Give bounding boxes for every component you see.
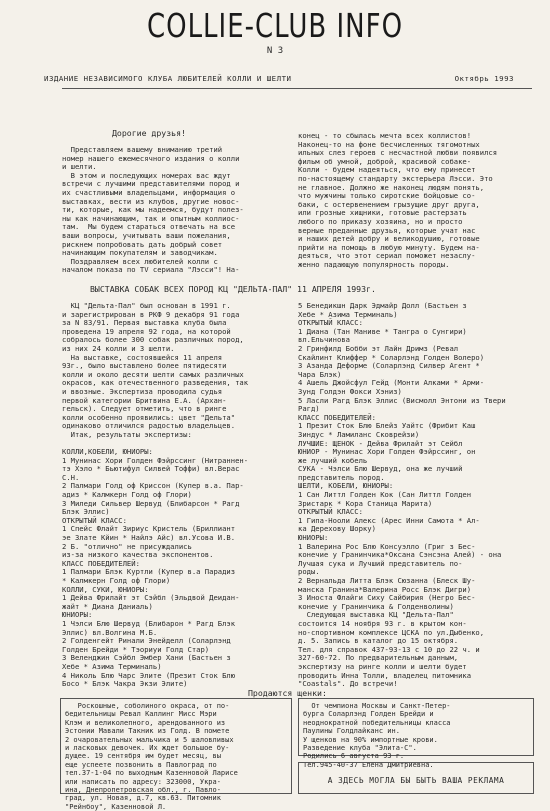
- puppies-ad-right: От чемпиона Москвы и Санкт-Петер- бурга Соларлэнд Голден Брейди и неоднократной победительницы класса Паулины Голдлайканс ин. У щенков на 90% импортные крови. Разведение клуба "Элита-С". Родились 6 августа 93 г. Тел.945-40-37 Елена Дмитриевна.: [298, 698, 534, 756]
- show-heading: ВЫСТАВКА СОБАК ВСЕХ ПОРОД КЦ "ДЕЛЬТА-ПАЛ" 11 АПРЕЛЯ 1993г.: [90, 284, 376, 294]
- masthead: [0, 8, 550, 56]
- show-results-right: 5 Бенедикшн Дарк Эдмайр Долл (Бастьен з Хебе * Азима Терминаль) ОТКРЫТЫЙ КЛАСС: 1 Диана (Тан Маниве * Тангра о Сунгири) вл.Ельчинова 2 Гринфилд Бобби эт Лайн Дримз (Ревал Скайлинт Клиффер * Соларлэнд Голден Волеро) 3 Азанда Деформе (Соларлэнд Силвер Агент * Чара Блэк) 4 Ашель Джойсфул Гейд (Монти Алками * Арми- Зунд Голдэн Фокси Хэниз) 5 Ласли Рагд Блэк Эллис (Висмолл Энтони из Твери Рагд) КЛАСС ПОБЕДИТЕЛЕЙ: 1 Презит Сток Блю Блейз Уайтс (Фрибит Каш Зиндус * Ламиланс Сковрейзи) ЛУЧШИЕ: ЩЕНОК - Дейва Фрилайт эт Сейбл ЮНИОР - Мунинас Хори Голден Фэйрссинг, он же лучший кобель СУКА - Чэлси Блю Шервуд, она же лучший представитель пород. ШЕЛТИ, КОБЕЛИ, ЮНИОРЫ: 1 Сан Литтл Голден Кок (Сан Литтл Голден Зристарк * Кора Станица Марита) ОТКРЫТЫЙ КЛАСС: 1 Гипа-Нооли Алекс (Арес Инни Самота * Ал- ка Дерехову Шорку) ЮНИОРЫ: 1 Валерина Рос Блю Консуэлло (Григ з Бес- конечие у Гранинчика*Оксана Сэнсэна Алей) - она Лучшая сука и Лучший представитель по- роды. 2 Вернальда Литта Блэк Сюзанна (Блеск Шу- манска Гранина*Валерина Росс Блэк Дигри) 3 Иноста Флайги Сиху Сайбирия (Негро Бес- конечие у Гранинчика & Голденволины) Следующая выставка КЦ "Дельта-Пал" состоится 14 ноября 93 г. в крытом кон- но-спортивном комплексе ЦСКА по ул.Дыбенко, д. 5. Запись в каталог до 15 октября. Тел. для справок 437-93-13 с 10 до 22 ч. и 327-60-72. По предварительным данным, экспертизу на ринге колли и шелти будет проводить Инна Толли, владелец питомника "Coastals". До встречи!: [298, 301, 506, 689]
- newsletter-title: COLLIE-CLUB INFO: [146, 8, 404, 46]
- publisher-line: ИЗДАНИЕ НЕЗАВИСИМОГО КЛУБА ЛЮБИТЕЛЕЙ КОЛЛИ И ШЕЛТИ: [44, 74, 292, 83]
- intro-continuation: конец - то сбылась мечта всех коллистов! Наконец-то на фоне бесчисленных тягомотных ильных слез героев с несчастной любви появился фильм об умной, доброй, красивой собаке- Колли - будем надеяться, что ему принесет по-настоящему стандарту экстерьера Лэсси. Это не главное. Должно же наконец людям понять, что мужчины только сиротские бойцовые со- баки, с остервенением грызущие друг друга, или грозные хищники, готовые растерзать любого по приказу хозяина, но и просто верные преданные друзья, которые учат нас и наших детей добру и великодушию, готовые прийти на помощь в любую минуту. Будем на- деяться, что этот сериал поможет незаслу- женно падающую популярность породы.: [298, 131, 498, 269]
- advertisement-placeholder: А ЗДЕСЬ МОГЛА БЫ БЫТЬ ВАША РЕКЛАМА: [298, 762, 534, 794]
- show-results-left: КЦ "Дельта-Пал" был основан в 1991 г. и зарегистрирован в РКФ 9 декабря 91 года за N 83/91. Первая выставка клуба была проведена 19 апреля 92 года, на которой собралось более 300 собак различных пород, из них 24 колли и 3 шелти. На выставке, состоявшейся 11 апреля 93г., было выставлено более пятидесяти колли и около десяти шелти самых различных окрасов, как отечественного разведения, так и ввозные. Экспертиза проводила судья первой категории Бритвина Е.А. (Архан- гельск). Следует отметить, что в ринге колли особенно проявились: цвет "Дельта" одинаково отличился радостью владельцев. Итак, результаты экспертизы: КОЛЛИ,КОБЕЛИ, ЮНИОРЫ: 1 Мунинас Хори Голден Фэйрссинг (Нитраннен- тэ Хэло * Бьютифул Силвей Тоффи) вл.Верас С.Н. 2 Палмари Голд оф Криссон (Купер в.а. Пар- адиз * Калмкерн Голд оф Глори) 3 Миледи Сильвер Шервуд (Блибарсон * Рагд Блэк Эллис) ОТКРЫТЫЙ КЛАСС: 1 Спейс Флайт Зириус Кристель (Бриллиант эе Злате Кйин * Найлэ Айс) вл.Усова И.В. 2 Б. "отлично" не присуждались из-за низкого качества экспонентов. КЛАСС ПОБЕДИТЕЛЕЙ: 1 Палмари Блэк Куртли (Купер в.а Парадиз * Калмкерн Голд оф Глори) КОЛЛИ, СУКИ, ЮНИОРЫ: 1 Дейва Фрилайт эт Сэйбл (Эльдвой Деидан- жайт * Диана Даниаль) ЮНИОРЫ: 1 Чэлси Блю Шервуд (Блибарон * Рагд Блэк Эллис) вл.Волгина М.Б. 2 Голденгейт Ринали Энейделл (Соларлэнд Голден Брейди * Тэориуи Голд Стар) 3 Веленджин Сэйбл Эмбер Хани (Бастьен з Хебе * Азима Терминаль) 4 Николь Блю Чарс Элите (Презит Сток Блю Босо * Блэк Чакра Экзи Элите): [62, 301, 249, 689]
- issue-number: N 3: [266, 46, 284, 56]
- greeting-text: Представляем вашему вниманию третий номер нашего ежемесячного издания о колли и шелти. В этом и последующих номерах вас ждут встречи с лучшими представителями пород и их счастливыми владельцами, информация о выставках, вести из клубов, другие новос- ти, которые, как мы надеемся, будут полез- ны как начинающим, так и опытным коллиос- там. Мы будем стараться отвечать на все ваши вопросы, учитывать ваши пожелания, рискнем попробовать дать добрый совет начинающим покупателям и заводчикам. Поздравляем всех любителей колли с началом показа по TV сериала "Лэсси"! На-: [62, 145, 244, 275]
- masthead-subline: [44, 74, 514, 83]
- sale-heading: Продаются щенки:: [248, 688, 327, 698]
- issue-date: Октябрь 1993: [454, 74, 514, 83]
- masthead-rule: [62, 88, 532, 89]
- puppies-ad-left: Роскошные, соболиного окраса, от по- бедительницы Ревал Каллинг Мисс Мэри Клэм и великолепного, арендованного из Эстонии Мавали Такник из Голд. В помете 2 очаровательных мальчика и 5 шаловливых и ласковых девочек. Их ждет большое бу- дущее. 19 сентября им будет месяц, вы еще успеете позвонить в Павлоград по тел.37-1-04 по выходным Казенновой Ларисе или написать по адресу: 323000, Укра- ина, Днепропетровская обл., г. Павло- град, ул. Новая, д.7, кв.63. Питомник "Рейнбоу", Казенновой Л.: [60, 698, 292, 794]
- greeting-title: Дорогие друзья!: [112, 128, 186, 138]
